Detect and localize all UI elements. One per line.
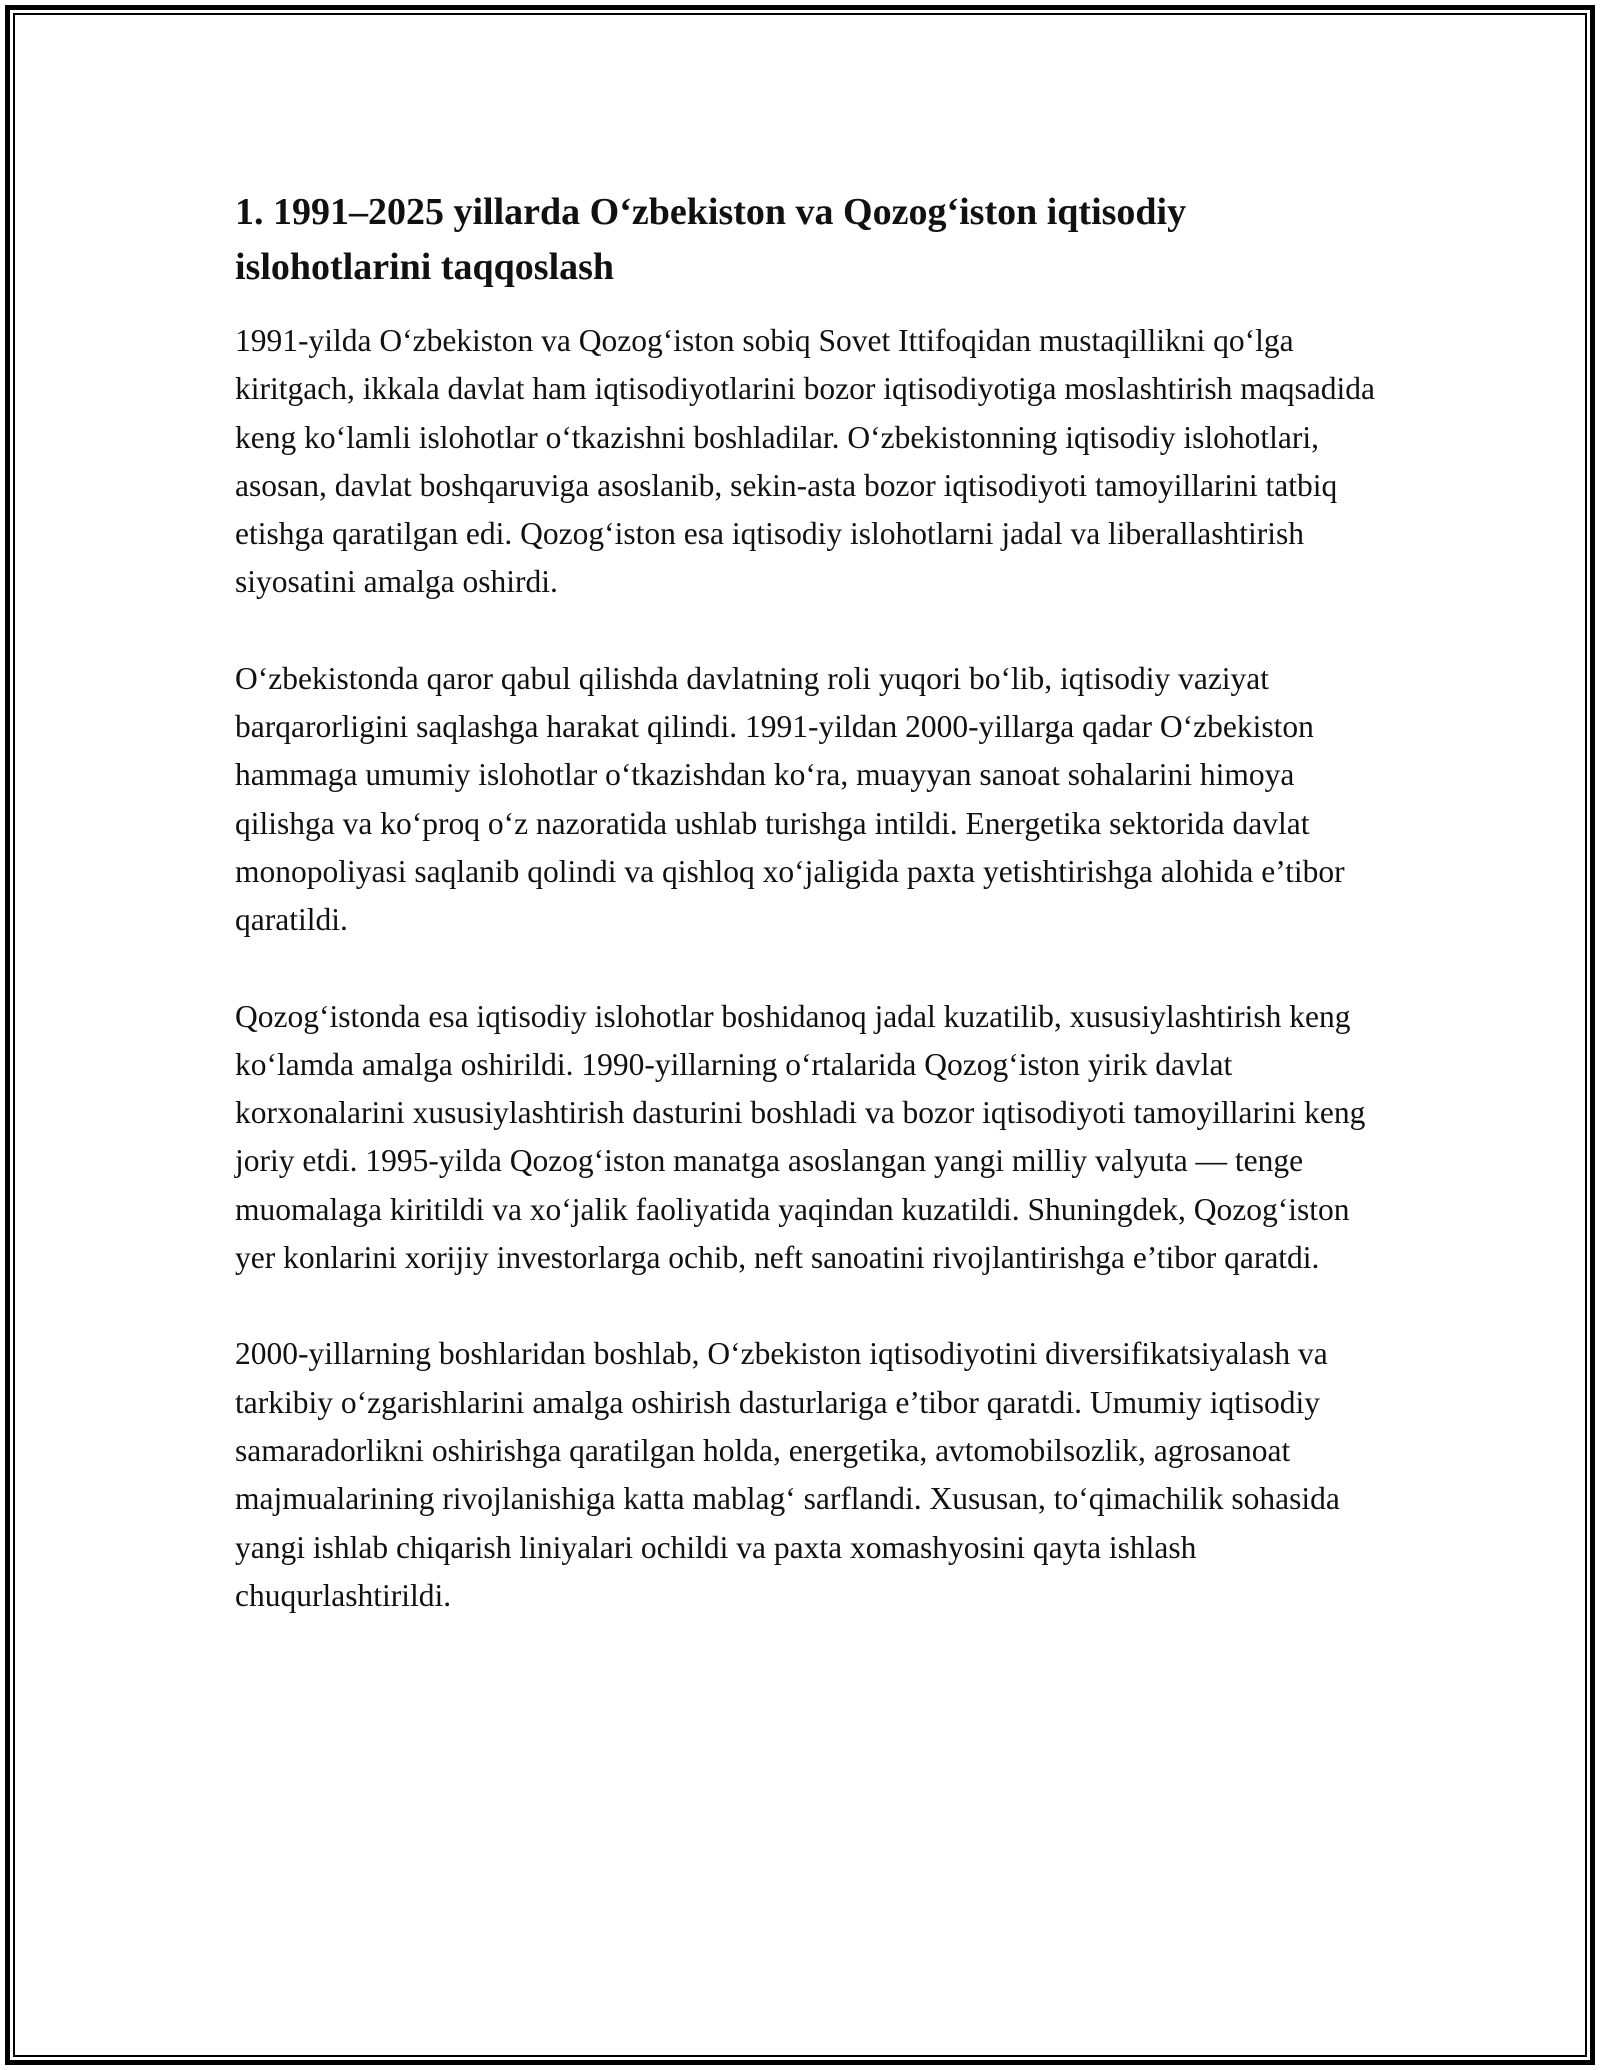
paragraph-4: 2000-yillarning boshlaridan boshlab, O‘zbekiston iqtisodiyotini diversifikatsiyalash va tarkibiy o‘zgarishlarini amalga oshirish dasturlariga e’tibor qaratdi. Umumiy iqtisodiy samaradorlikni oshirishga qaratilgan holda, energetika, avtomobilsozlik, agrosanoat majmualarining rivojlanishiga katta mablag‘ sarflandi. Xususan, to‘qimachilik sohasida yangi ishlab chiqarish liniyalari ochildi va paxta xomashyosini qayta ishlash chuqurlashtirildi.	[235, 1336, 1340, 1613]
paragraph-1: 1991-yilda O‘zbekiston va Qozog‘iston sobiq Sovet Ittifoqidan mustaqillikni qo‘lga kiritgach, ikkala davlat ham iqtisodiyotlarini bozor iqtisodiyotiga moslashtirish maqsadida keng ko‘lamli islohotlar o‘tkazishni boshladilar. O‘zbekistonning iqtisodiy islohotlari, asosan, davlat boshqaruviga asoslanib, sekin-asta bozor iqtisodiyoti tamoyillarini tatbiq etishga qaratilgan edi. Qozog‘iston esa iqtisodiy islohotlarni jadal va liberallashtirish siyosatini amalga oshirdi.	[235, 323, 1375, 600]
paragraph-2: O‘zbekistonda qaror qabul qilishda davlatning roli yuqori bo‘lib, iqtisodiy vaziyat barqarorligini saqlashga harakat qilindi. 1991-yildan 2000-yillarga qadar O‘zbekiston hammaga umumiy islohotlar o‘tkazishdan ko‘ra, muayyan sanoat sohalarini himoya qilishga va ko‘proq o‘z nazoratida ushlab turishga intildi. Energetika sektorida davlat monopoliyasi saqlanib qolindi va qishloq xo‘jaligida paxta yetishtirishga alohida e’tibor qaratildi.	[235, 660, 1345, 938]
section-heading: 1. 1991–2025 yillarda O‘zbekiston va Qozog‘iston iqtisodiy islohotlarini taqqoslash	[235, 191, 1187, 288]
document-body	[235, 185, 1375, 1668]
paragraph-3: Qozog‘istonda esa iqtisodiy islohotlar boshidanoq jadal kuzatilib, xususiylashtirish keng ko‘lamda amalga oshirildi. 1990-yillarning o‘rtalarida Qozog‘iston yirik davlat korxonalarini xususiylashtirish dasturini boshladi va bozor iqtisodiyoti tamoyillarini keng joriy etdi. 1995-yilda Qozog‘iston manatga asoslangan yangi milliy valyuta — tenge muomalaga kiritildi va xo‘jalik faoliyatida yaqindan kuzatildi. Shuningdek, Qozog‘iston yer konlarini xorijiy investorlarga ochib, neft sanoatini rivojlantirishga e’tibor qaratdi.	[235, 998, 1366, 1276]
